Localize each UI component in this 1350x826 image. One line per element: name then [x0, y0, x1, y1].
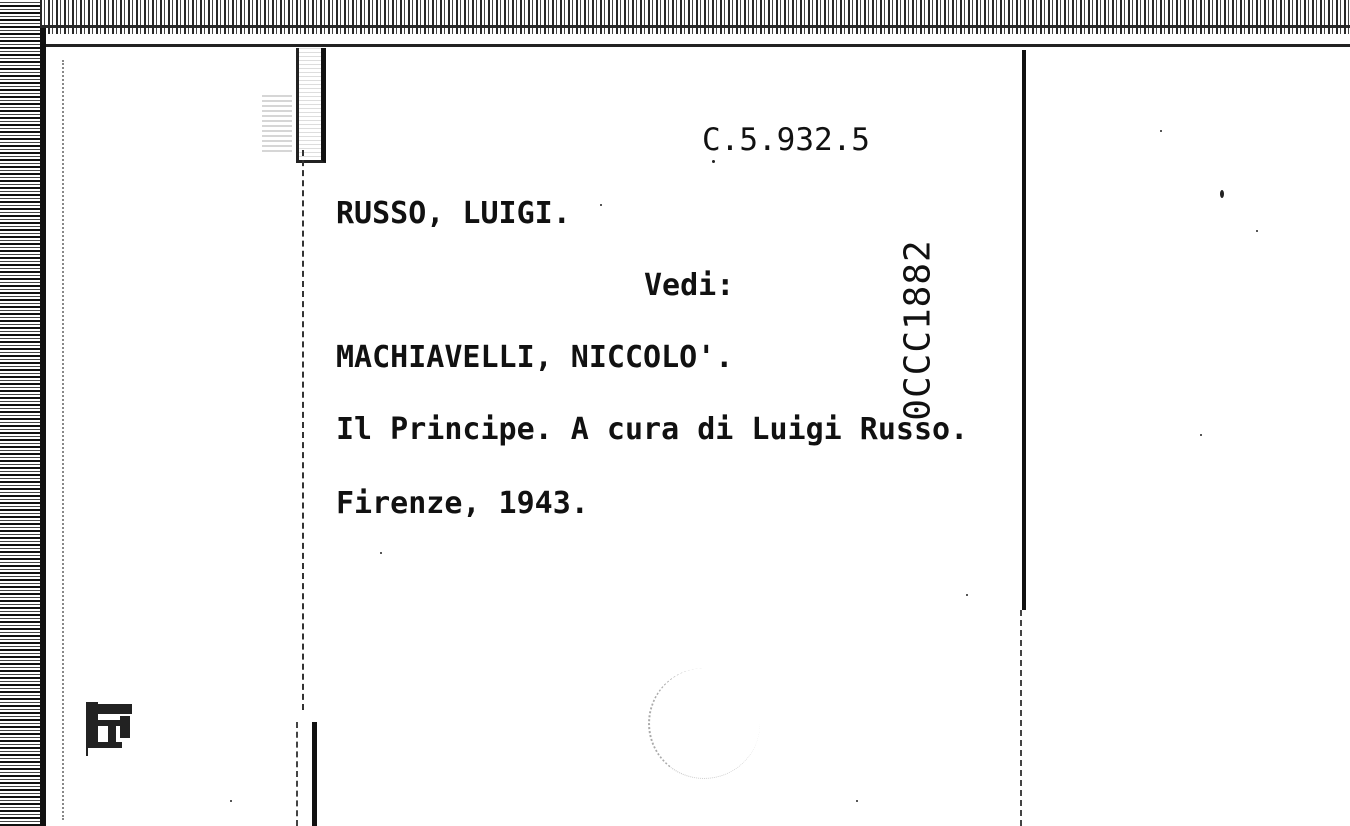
work-title: Il Principe. A cura di Luigi Russo. — [336, 412, 969, 447]
margin-dotted-line — [62, 60, 64, 820]
ink-speck — [230, 800, 232, 802]
see-reference-label: Vedi: — [644, 268, 735, 303]
see-reference-author: MACHIAVELLI, NICCOLO'. — [336, 340, 734, 375]
card-left-edge-bottom — [296, 722, 317, 826]
faint-circle-mark — [648, 668, 760, 779]
author-heading: RUSSO, LUIGI. — [336, 196, 571, 231]
imprint-line: Firenze, 1943. — [336, 486, 589, 521]
ink-speck — [1160, 130, 1162, 132]
scan-noise-left — [0, 0, 40, 826]
ink-speck — [856, 800, 858, 802]
ink-speck — [1220, 190, 1224, 198]
ink-speck — [1256, 230, 1258, 232]
card-right-edge-lower — [1020, 610, 1022, 826]
card-left-edge-top — [296, 48, 326, 163]
ink-speck — [600, 204, 602, 206]
scan-noise-top — [0, 0, 1350, 34]
frame-edge-top — [46, 44, 1350, 47]
catalog-tab-mark-icon — [82, 698, 138, 760]
ink-speck — [966, 594, 968, 596]
ink-speck — [380, 552, 382, 554]
call-number: C.5.932.5 — [702, 122, 870, 158]
card-right-edge — [1022, 50, 1026, 610]
ink-speck — [712, 160, 715, 163]
inventory-stamp — [896, 239, 940, 421]
frame-edge-left — [40, 28, 46, 826]
faint-smudge — [262, 92, 292, 152]
card-left-edge — [302, 150, 304, 710]
ink-speck — [1200, 434, 1202, 436]
inventory-stamp-number: 0CCC1882 — [897, 239, 939, 421]
